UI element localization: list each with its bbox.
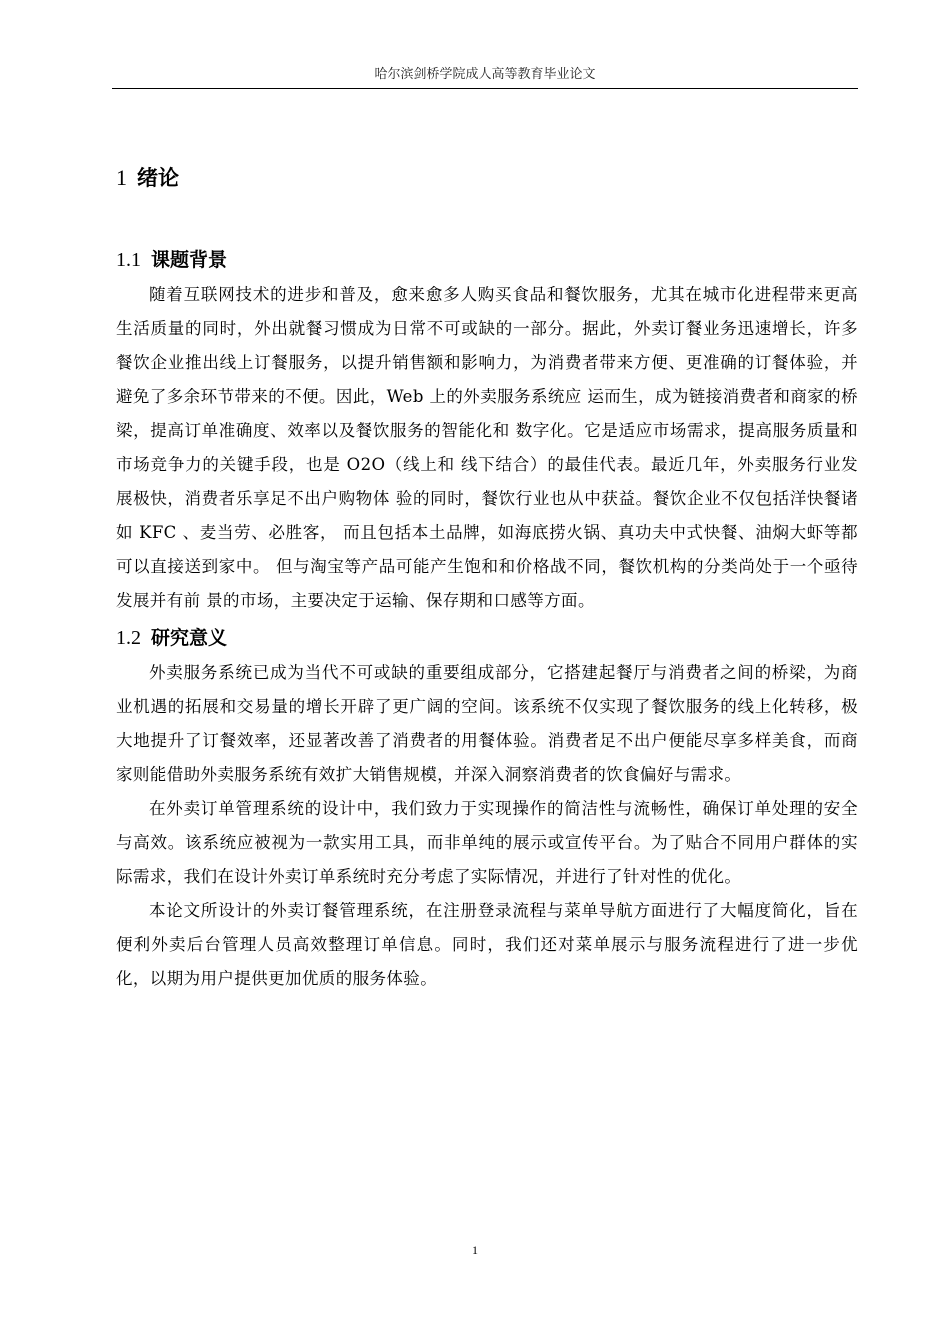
chapter-heading bbox=[116, 158, 858, 198]
paragraph-significance-3: 本论文所设计的外卖订餐管理系统，在注册登录流程与菜单导航方面进行了大幅度简化，旨在便利外卖后台管理人员高效整理订单信息。同时，我们还对菜单展示与服务流程进行了进一步优化，以期为用户提供更加优质的服务体验。 bbox=[116, 901, 858, 988]
paragraph-significance-1: 外卖服务系统已成为当代不可或缺的重要组成部分，它搭建起餐厅与消费者之间的桥梁，为商业机遇的拓展和交易量的增长开辟了更广阔的空间。该系统不仅实现了餐饮服务的线上化转移，极大地提升了订餐效率，还显著改善了消费者的用餐体验。消费者足不出户便能尽享多样美食，而商家则能借助外卖服务系统有效扩大销售规模，并深入洞察消费者的饮食偏好与需求。 bbox=[116, 663, 858, 784]
spacer bbox=[116, 198, 858, 242]
chapter-number: 1 bbox=[116, 165, 127, 190]
page-number: 1 bbox=[472, 1243, 478, 1257]
section-heading-background bbox=[116, 242, 858, 278]
section-heading-significance bbox=[116, 620, 858, 656]
section-title: 研究意义 bbox=[151, 627, 228, 649]
page-body bbox=[116, 158, 858, 996]
section-number: 1.1 bbox=[116, 249, 141, 271]
header-rule bbox=[112, 88, 858, 89]
section-title: 课题背景 bbox=[151, 249, 228, 271]
section-number: 1.2 bbox=[116, 627, 141, 649]
chapter-title: 绪论 bbox=[137, 166, 179, 190]
paragraph-significance-2: 在外卖订单管理系统的设计中，我们致力于实现操作的简洁性与流畅性，确保订单处理的安全与高效。该系统应被视为一款实用工具，而非单纯的展示或宣传平台。为了贴合不同用户群体的实际需求，我们在设计外卖订单系统时充分考虑了实际情况，并进行了针对性的优化。 bbox=[116, 799, 858, 886]
paragraph-background: 随着互联网技术的进步和普及，愈来愈多人购买食品和餐饮服务，尤其在城市化进程带来更高生活质量的同时，外出就餐习惯成为日常不可或缺的一部分。据此，外卖订餐业务迅速增长，许多餐饮企业推出线上订餐服务，以提升销售额和影响力，为消费者带来方便、更准确的订餐体验，并避免了多余环节带来的不便。因此，Web 上的外卖服务系统应 运而生，成为链接消费者和商家的桥梁，提高订单准确度、效率以及餐饮服务的智能化和 数字化。它是适应市场需求，提高服务质量和市场竞争力的关键手段，也是 O2O（线上和 线下结合）的最佳代表。最近几年，外卖服务行业发展极快，消费者乐享足不出户购物体 验的同时，餐饮行业也从中获益。餐饮企业不仅包括洋快餐诸如 KFC 、麦当劳、必胜客， 而且包括本土品牌，如海底捞火锅、真功夫中式快餐、油焖大虾等都可以直接送到家中。 但与淘宝等产品可能产生饱和和价格战不同，餐饮机构的分类尚处于一个亟待发展并有前 景的市场，主要决定于运输、保存期和口感等方面。 bbox=[116, 285, 858, 610]
running-header: 哈尔滨剑桥学院成人高等教育毕业论文 bbox=[374, 67, 596, 82]
